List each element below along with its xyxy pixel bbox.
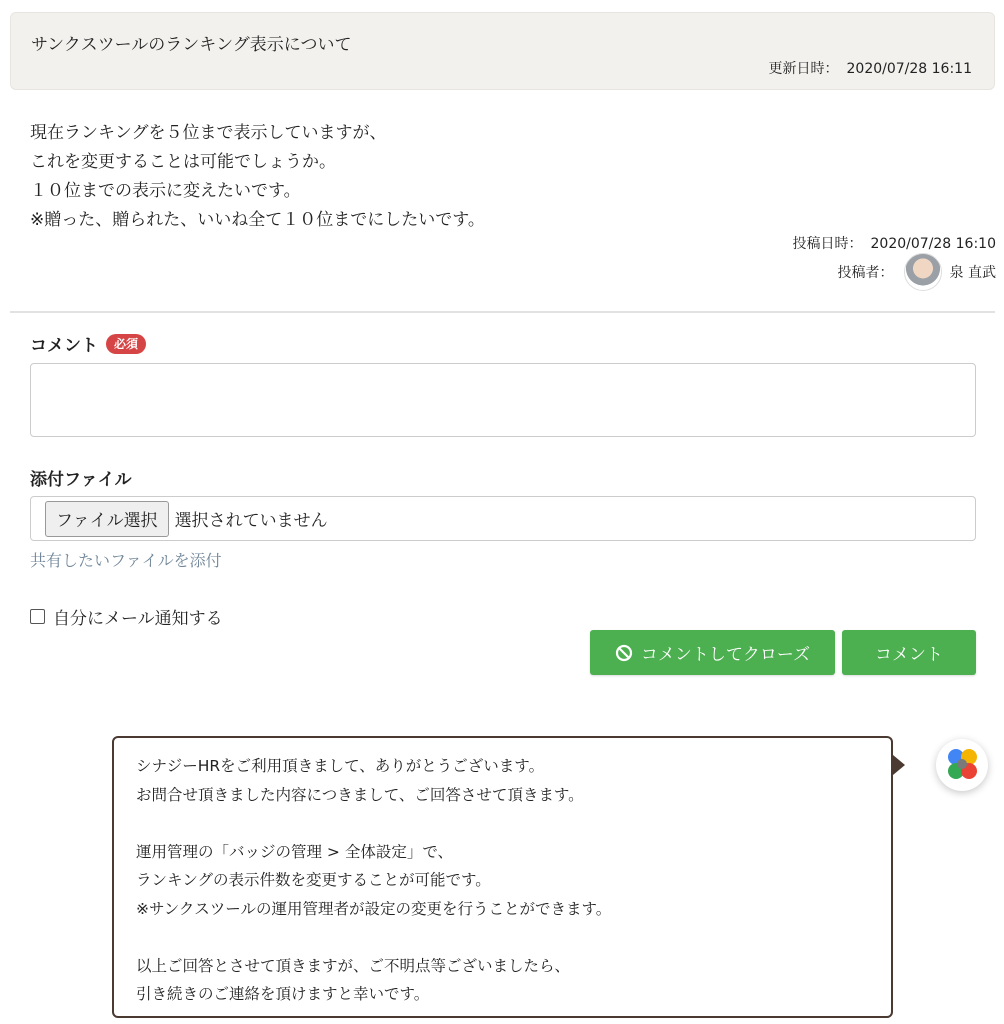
bot-avatar-icon: [942, 745, 982, 785]
comment-label: [30, 331, 146, 356]
file-input[interactable]: [30, 496, 976, 541]
comment-label-text: コメント: [30, 336, 98, 356]
thread-header: [10, 12, 995, 90]
section-divider: [10, 311, 995, 313]
bot-reply-bubble: [112, 736, 893, 1018]
bot-reply-line: ランキングの表示件数を変更することが可能です。: [136, 871, 491, 889]
bot-reply-line: ※サンクスツールの運用管理者が設定の変更を行うことができます。: [136, 899, 612, 918]
notify-label[interactable]: 自分にメール通知する: [53, 609, 223, 629]
ban-icon: [615, 644, 633, 662]
posted-value: 2020/07/28 16:10: [870, 236, 996, 252]
author-label: 投稿者：: [837, 265, 894, 281]
posted-timestamp: [793, 233, 997, 253]
bot-reply-line: 引き続きのご連絡を頂けますと幸いです。: [136, 985, 430, 1003]
bot-reply-line: 運用管理の「バッジの管理 > 全体設定」で、: [136, 842, 454, 861]
bubble-tail: [893, 755, 905, 775]
comment-button[interactable]: [842, 630, 976, 675]
comment-input[interactable]: [30, 363, 976, 437]
required-badge: 必須: [106, 334, 146, 354]
post-author: [838, 252, 996, 292]
bot-reply-line: シナジーHRをご利用頂きまして、ありがとうございます。: [136, 757, 545, 775]
posted-label: 投稿日時：: [792, 236, 863, 252]
post-line: ※贈った、贈られた、いいね全て１０位までにしたいです。: [30, 210, 485, 230]
post-line: １０位までの表示に変えたいです。: [30, 181, 301, 201]
file-status: 選択されていません: [174, 511, 328, 531]
post-body: [30, 119, 485, 235]
post-line: 現在ランキングを５位まで表示していますが、: [30, 123, 387, 143]
updated-label: 更新日時：: [768, 61, 839, 77]
thread-title: サンクスツールのランキング表示について: [31, 35, 352, 55]
bot-reply-line: [136, 923, 891, 952]
bot-reply-line: お問合せ頂きました内容につきまして、ご回答させて頂きます。: [136, 785, 584, 804]
author-avatar[interactable]: [904, 253, 942, 291]
bot-reply-line: 以上ご回答とさせて頂きますが、ご不明点等ございましたら、: [136, 956, 571, 975]
bot-avatar[interactable]: [936, 739, 988, 791]
author-name[interactable]: 泉 直武: [949, 265, 996, 281]
choose-file-button[interactable]: ファイル選択: [45, 501, 169, 537]
comment-button-label: コメント: [875, 645, 943, 665]
post-line: これを変更することは可能でしょうか。: [30, 152, 336, 172]
attachment-label: 添付ファイル: [30, 470, 132, 490]
comment-and-close-label: コメントしてクローズ: [640, 645, 811, 665]
updated-value: 2020/07/28 16:11: [846, 61, 972, 77]
updated-timestamp: [769, 58, 973, 78]
file-hint: 共有したいファイルを添付: [30, 551, 222, 570]
notify-option[interactable]: [30, 604, 223, 629]
notify-checkbox[interactable]: [30, 609, 45, 624]
comment-and-close-button[interactable]: [590, 630, 835, 675]
bot-reply-line: [136, 809, 891, 838]
